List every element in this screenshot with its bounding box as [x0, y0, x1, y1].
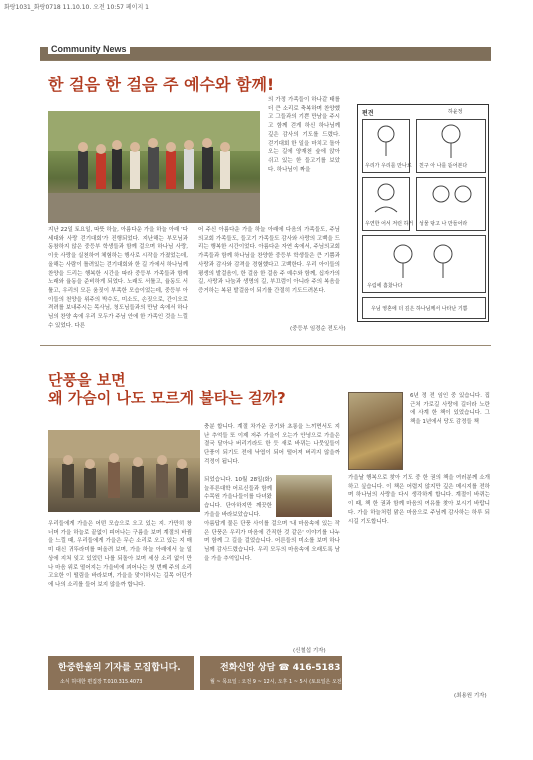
article2-author: (신철섭 기자) — [293, 648, 326, 654]
article2-body-left: 우리들에게 가을은 어떤 모습으로 오고 있는 지. 가만히 창 너머 가을 하늘로 끝없이 피어나는 구름을 보며 계절의 바뀜을 느낄 때, 우리들에게 가을은 무슨 소리로 오고 있는 지 매미 대신 귀뚜라미를 떠올려 보며, 가을 하늘 아래에서 늘 일상에 지쳐 잊고 있었던 나를 되돌아 보며 세상 소리 없이 만나 마음 위로 떨어지는 가을비에 괴어나는 첫 번째 주의 소리 고요한 이 떨림을 바라보며, 가을을 맞이하시는 길목 어딘가에 나의 소리를 들어 보지 않을까 합니다. — [48, 521, 192, 588]
reporter-recruitment-title: 한중한울의 기자를 모집합니다. — [58, 663, 181, 673]
article2-body-mid-top: 충분 합니다. 계절 차가운 공기와 초롱을 느끼면서도 지난 추억들 또 이제 저주 가을이 오는가 안녕으로 가을은 결국 달아나 버리기라도 한 듯 새로 바뀌는 나뭇잎들이 단풍이 되기도 전에 낙엽이 되어 떨어져 버리지 않을까 걱정이 됩니다. — [204, 424, 340, 465]
comic-caption-4: 성물 닦고 나 만들어라 — [419, 221, 468, 227]
print-metadata: 화랑1031_화랑0718 11.10.10. 오전 10:57 페이지 1 — [4, 4, 149, 11]
comic-panel-3 — [362, 177, 414, 231]
phone-counseling-banner — [200, 656, 349, 690]
character-drawing — [417, 178, 485, 218]
comic-panel-5 — [362, 235, 486, 293]
phone-counseling-hours: 월 ~ 목요일 : 오전 9 ~ 12시, 오후 1 ~ 5시 (토요일은 오전만) — [210, 679, 349, 685]
article2-body-mid: 되었습니다. 10월 28일(화) 늘푸른대학 어르신들과 함께 수목원 가을나들이를 다녀왔습니다. 단아하지만 깨끗한 가을을 바라보았습니다. — [204, 477, 272, 518]
choir-photo — [48, 111, 260, 223]
seniors-photo-illustration — [48, 430, 200, 512]
singers — [78, 138, 230, 189]
article1-author: (중등부 임경순 전도사) — [290, 326, 346, 332]
book-review-intro: 6년 정 전 임인 중 있습니다. 집 근처 가로길 사랑에 길더라 노란에 사계 한 책이 있었습니다. 그 책을 1년에서 당도 감정들 책 — [410, 393, 490, 426]
reporter-recruitment-contact: 소식 허대한 편집장 T.010.315.4073 — [60, 679, 143, 685]
comic-strip — [357, 104, 489, 322]
article2-title-line1: 단풍을 보면 — [48, 371, 126, 389]
comic-caption-6: 우님 영혼에 더 깊은 하나님께서 나타난 기쁨 — [371, 306, 468, 312]
character-drawing — [363, 236, 485, 280]
phone-counseling-title: 전화신앙 상담 ☎ 416-5183 — [220, 663, 341, 673]
article2-body-mid-bottom: 아름답게 물든 단풍 사이를 걸으며 '내 마음속에 있는 작은 단풍은 우리가 마음에 간직한 것 같은' 이야기를 나누며 함께 그 길을 걸었습니다. 어른들의 미소를 보며 하나님께 감사드렸습니다. 우리 모두의 마음속에 오래도록 남을 가을 추억입니다. — [204, 521, 340, 562]
comic-panel-1 — [362, 119, 410, 173]
autumn-trees-photo — [276, 475, 332, 517]
choir-photo-illustration — [48, 111, 260, 223]
seniors-photo — [48, 430, 200, 512]
ground — [48, 193, 260, 223]
section-title: Community News — [48, 44, 130, 54]
book-review-body: 가을날 행복으로 찾아 기도 중 한 권의 책을 여러분께 소개하고 싶습니다. 이 책은 어렵지 않지만 깊은 메시지를 전하며 하나님의 사랑을 다시 생각하게 합니다. 계절이 바뀌는 이 때, 책 한 권과 함께 마음의 여유를 찾아 보시기 바랍니다. 가을 하늘처럼 맑은 마음으로 주님께 감사하는 하루 되시길 기도합니다. — [348, 475, 490, 525]
article1-title: 한 걸음 한 걸음 주 예수와 함께! — [48, 75, 275, 94]
reporter-recruitment-banner — [48, 656, 194, 690]
character-drawing — [417, 120, 485, 160]
book-cover-image — [348, 392, 403, 470]
comic-caption-1: 우리가 우리를 만나로 — [365, 163, 412, 169]
comic-caption-3: 우연한 어서 저런 하거 — [365, 221, 414, 227]
comic-panel-2 — [416, 119, 486, 173]
article1-body-left: 지난 22일 토요일, 따뜻 하늘, 아름다운 가을 하늘 아래 '다세대와 사랑 걷기대회'가 진행되었다. 지난해는 부모님과 동참하지 않은 중등부 학생들과 함께 걸으며 하나님 사랑, 이웃 사랑을 실천하여 체험하는 행사로 시작을 가졌었는데, 올해는 사람이 틀려있는 걷기대회와 한 길 가에서 하나님께 찬양을 드리는 행복한 시간을 따라 중등부 가족들과 함께 노래와 율동을 준비하게 되었다. 노래도 서툴고, 율동도 서툴고, 우리의 모든 움짓이 부족한 모습이었는데, 중등부 아이들의 천양을 위주의 박수도, 미소도, 손짓으로, 간이오로 격려를 보내주시는 목사님, 청도님들과의 만남 속에서 하나님의 찬양 속에 우리 모두가 주님 안에 한 가족인 것을 느낄 수 있었다. 다른 — [48, 227, 188, 329]
character-drawing — [363, 178, 409, 218]
article1-body-col2: 어 주신 아름다운 가을 하늘 아래에 다음의 가족들도, 주님의교회 가족들도, 들고기 가족들도 감사와 사랑의 고백을 드리는 행복한 시간이었다. 아름다운 자연 속에서, 주님의교회 가족들과 함께 하나님을 찬양한 중등부 학생들은 큰 기쁨과 사랑과 감사와 감격을 경험했다고 고백한다. 우리 아이들의 평생의 발걸음이, 한 걸음 한 걸음 주 예수와 함께, 십자가의 길, 사랑과 나눔과 생명의 길, 부끄럼이 아니라 주의 복음을 증거하는 복된 발걸음이 되기를 간절히 기도드려본다. — [198, 227, 340, 294]
comic-panel-6 — [362, 297, 486, 319]
comic-caption-5: 우림에 흠찼나다 — [367, 283, 403, 289]
comic-panel-4 — [416, 177, 486, 231]
article1-body-right: 의 가정 가족들이 하나같 태를 더 큰 소리로 축복하며 찬양했고 그들과의 기쁜 만남을 주시고 함께 걷게 하신 하나님께 깊은 감사의 기도를 드렸다. 걷기대회 한 일을 마치고 돌아오는 길에 양재천 숲에 앉아 쉬고 있는 한 들고기를 보았다. 하나님이 짜을 — [268, 97, 340, 173]
character-drawing — [363, 120, 409, 160]
comic-author: 하윤정 — [448, 109, 463, 115]
comic-title: 편견 — [362, 110, 374, 117]
article2-title-line2: 왜 가슴이 나도 모르게 불타는 걸까? — [48, 389, 286, 407]
page-number: 4 — [516, 95, 520, 102]
section-divider — [40, 345, 491, 346]
book-review-author: (최용원 기자) — [454, 693, 487, 699]
header-divider — [40, 60, 491, 61]
comic-caption-2: 친구 아 나를 뜯어본다 — [419, 163, 468, 169]
